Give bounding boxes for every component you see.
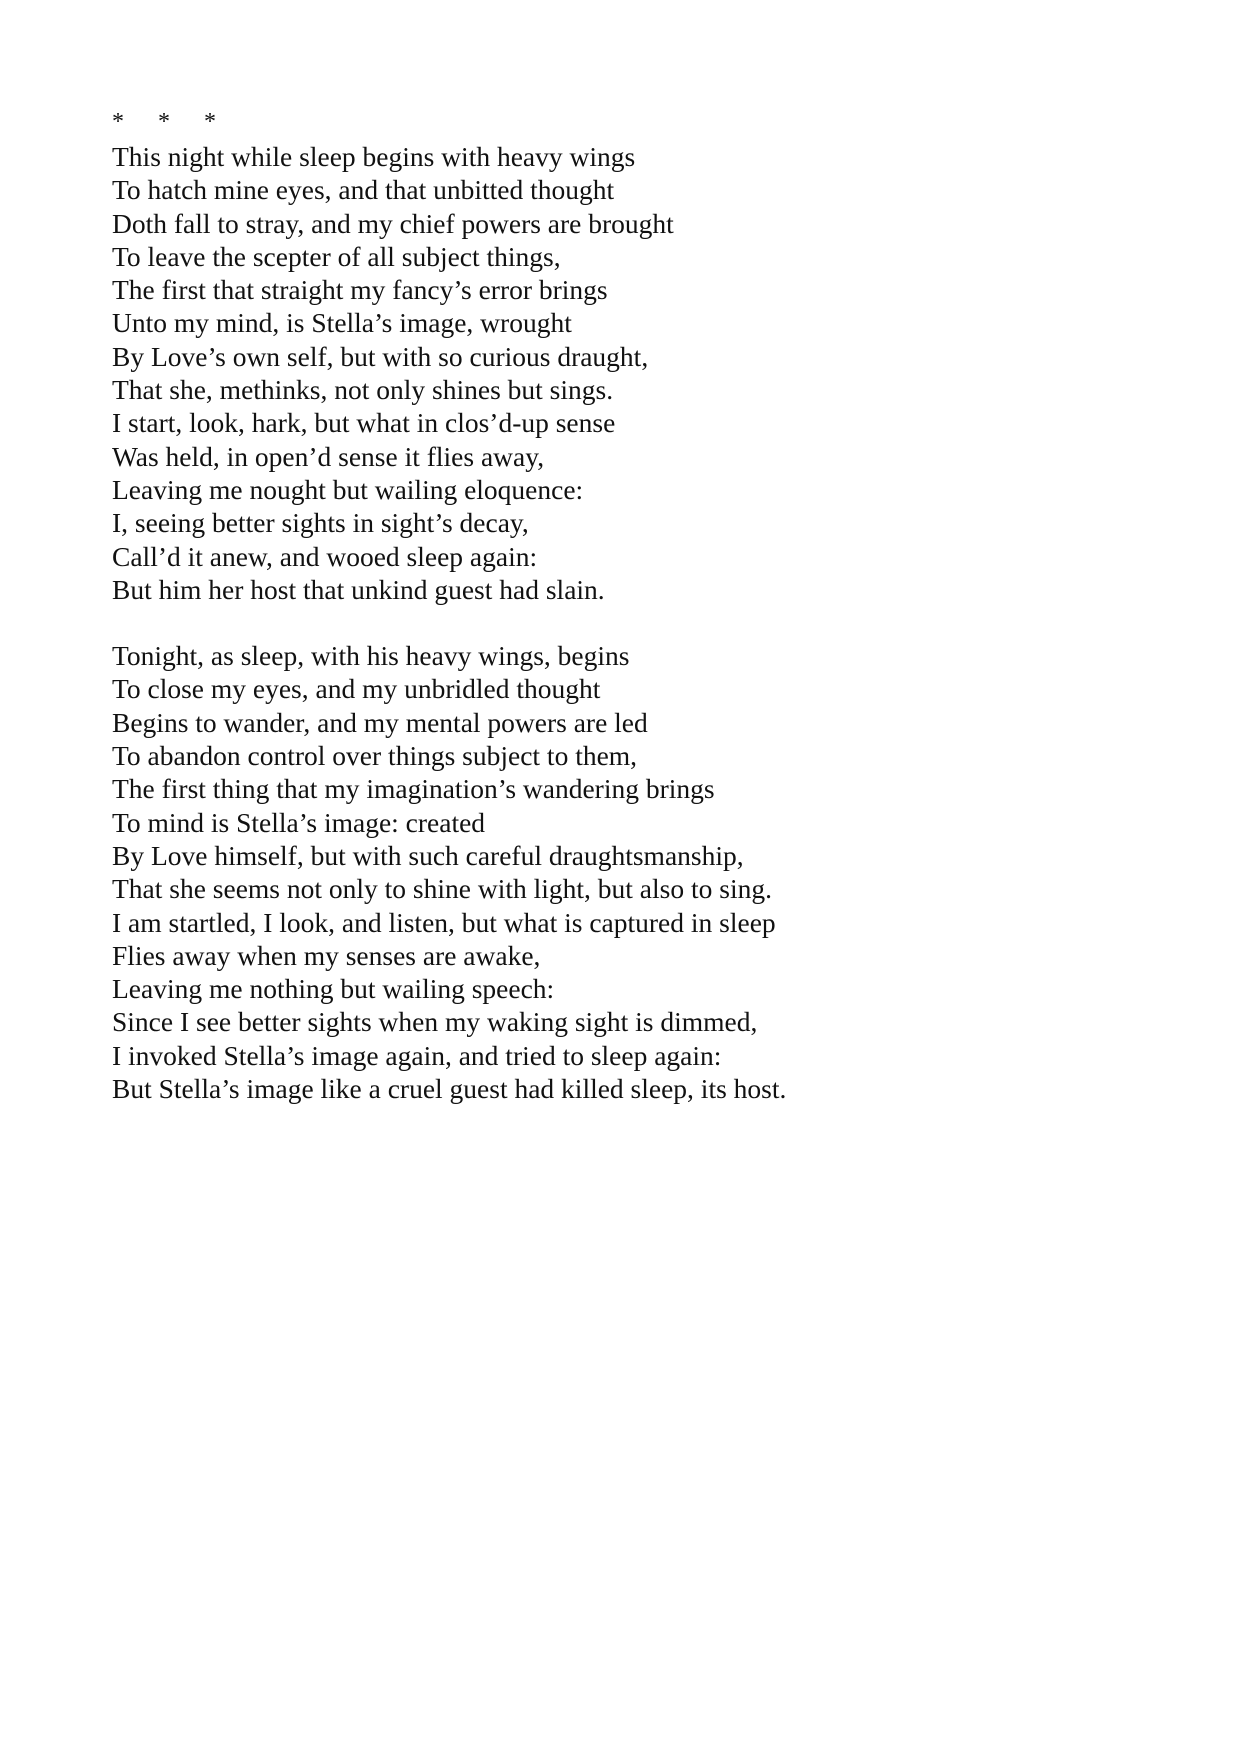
poem-line: Was held, in open’d sense it flies away,	[112, 440, 545, 472]
poem-line: I start, look, hark, but what in clos’d-up sense	[112, 407, 616, 439]
paraphrase-stanza	[112, 639, 1162, 1105]
paraphrase-line: Begins to wander, and my mental powers are led	[112, 706, 648, 738]
paraphrase-line: By Love himself, but with such careful draughtsmanship,	[112, 839, 744, 871]
poem-line: The first that straight my fancy’s error brings	[112, 274, 608, 306]
poem-line: Call’d it anew, and wooed sleep again:	[112, 540, 538, 572]
paraphrase-line: To abandon control over things subject to them,	[112, 740, 638, 772]
poem-line: By Love’s own self, but with so curious draught,	[112, 340, 649, 372]
paraphrase-line: To mind is Stella’s image: created	[112, 806, 486, 838]
poem-line: This night while sleep begins with heavy wings	[112, 141, 636, 172]
poem-line: Leaving me nought but wailing eloquence:	[112, 473, 584, 505]
poem-line: I, seeing better sights in sight’s decay,	[112, 507, 529, 539]
poem-line: To hatch mine eyes, and that unbitted thought	[112, 174, 615, 206]
poem-line: That she, methinks, not only shines but sings.	[112, 374, 614, 406]
original-stanza	[112, 140, 1162, 606]
paraphrase-line: I invoked Stella’s image again, and tried to sleep again:	[112, 1039, 722, 1071]
paraphrase-line: Flies away when my senses are awake,	[112, 939, 541, 971]
paraphrase-line: Since I see better sights when my waking sight is dimmed,	[112, 1006, 758, 1038]
paraphrase-line: Tonight, as sleep, with his heavy wings, begins	[112, 640, 630, 672]
document-page	[112, 106, 1162, 1105]
poem-line: But him her host that unkind guest had slain.	[112, 573, 605, 605]
paraphrase-line: Leaving me nothing but wailing speech:	[112, 973, 555, 1005]
paraphrase-line: The first thing that my imagination’s wandering brings	[112, 773, 715, 805]
paraphrase-line: But Stella’s image like a cruel guest had killed sleep, its host.	[112, 1073, 787, 1105]
poem-line: Doth fall to stray, and my chief powers are brought	[112, 207, 674, 239]
section-separator: * * *	[112, 109, 230, 135]
poem-line: Unto my mind, is Stella’s image, wrought	[112, 307, 572, 339]
paraphrase-line: That she seems not only to shine with light, but also to sing.	[112, 873, 772, 905]
paraphrase-line: To close my eyes, and my unbridled thought	[112, 673, 601, 705]
paraphrase-line: I am startled, I look, and listen, but what is captured in sleep	[112, 906, 776, 938]
poem-line: To leave the scepter of all subject things,	[112, 240, 561, 272]
